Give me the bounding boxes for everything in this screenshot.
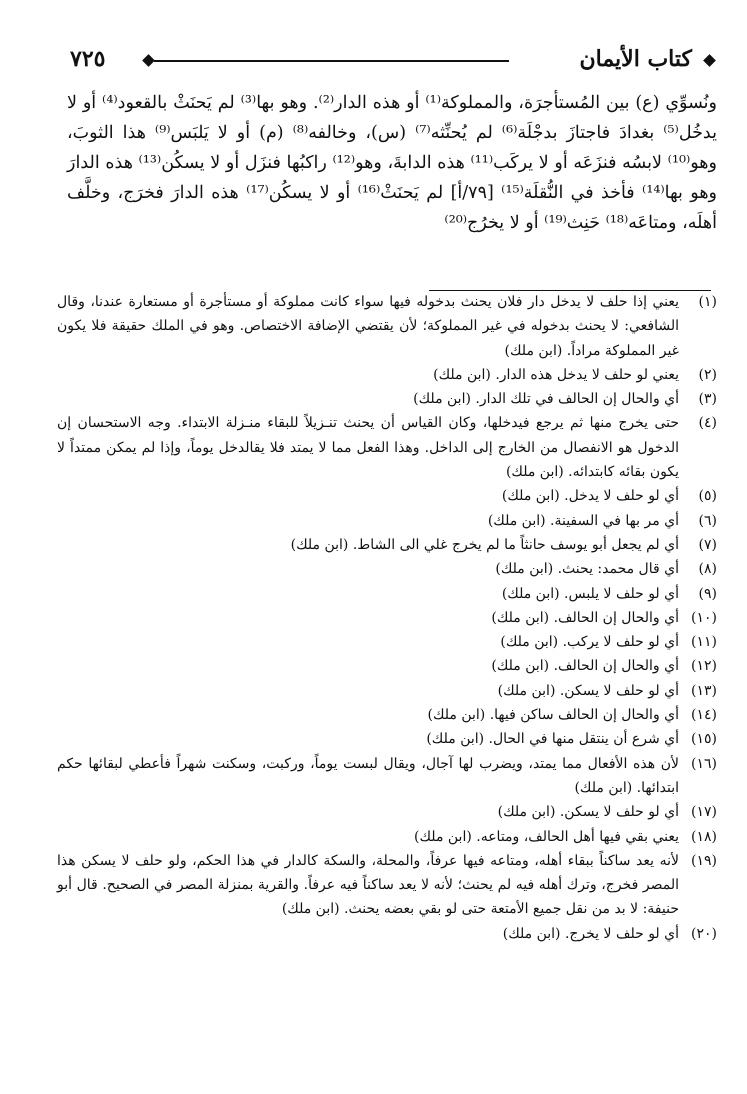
footnote — [57, 630, 717, 654]
footnote — [57, 727, 717, 751]
footnote-source: (ابن ملك) — [502, 925, 561, 942]
footnote — [57, 509, 717, 533]
footnote — [57, 582, 717, 606]
footnote-source: (ابن ملك) — [491, 658, 550, 675]
footnote-text: أي والحال إن الحالف. — [553, 658, 679, 675]
footnote — [57, 825, 717, 849]
main-paragraph: ونُسوِّي (ع) بين المُستأجرَة، والمملوكة⁽¹⁾ أو هذه الدار⁽²⁾. وهو بها⁽³⁾ لم يَحنَثْ بالقعود⁽⁴⁾ أو لا يدخُل⁽⁵⁾ بغدادَ فاجتازَ بدجْلَة⁽⁶⁾ لم يُحنِّثه⁽⁷⁾ (س)، وخالفه⁽⁸⁾ (م) أو لا يَلبَس⁽⁹⁾ هذا الثوبَ، وهو⁽¹⁰⁾ لابسُه فنزَعَه أو لا يركَب⁽¹¹⁾ هذه الدابةَ، وهو⁽¹²⁾ راكبُها فنزَل أو لا يسكُن⁽¹³⁾ هذه الدارَ وهو بها⁽¹⁴⁾ فأخذ في النُّقلَة⁽¹⁵⁾ [٧٩/أ] لم يَحنَثْ⁽¹⁶⁾ أو لا يسكُن⁽¹⁷⁾ هذه الدارَ فخرَج، وخلَّف أهلَه، ومتاعَه⁽¹⁸⁾ حَنِث⁽¹⁹⁾ أو لا يخرُج⁽²⁰⁾ — [67, 93, 718, 233]
footnote-text: أي لو حلف لا يلبس. — [564, 585, 679, 602]
footnote-number: (٤) — [698, 415, 717, 432]
footnote-number: (٥) — [698, 488, 717, 505]
footnote-text: أي قال محمد: يحنث. — [557, 561, 679, 578]
footnote-text: لأنه يعد ساكناً ببقاء أهله، ومتاعه فيها عرفاً، والمحلة، والسكة كالدار في هذا الحكم، ولو حلف لا يسكن هذا المصر فخرج، وترك أهله فيه لم يحنث؛ لأنه لا يعد ساكناً فيه عرفاً. والقرية بمنزلة المصر في الصحيح. قال أبو حنيفة: لا بد من نقل جميع الأمتعة حتى لو بقي بعضه يحنث. — [57, 852, 679, 918]
footnote — [57, 387, 717, 411]
footnote-source: (ابن ملك) — [414, 828, 472, 845]
footnote — [57, 849, 717, 922]
footnotes-list — [57, 290, 717, 946]
main-text-block — [67, 88, 717, 238]
footnote-text: أي لو حلف لا يسكن. — [559, 804, 679, 821]
footnote-source: (ابن ملك) — [487, 512, 546, 529]
footnote-number: (١٦) — [691, 755, 717, 772]
footnote-text: أي والحال إن الحالف. — [553, 609, 679, 626]
footnote — [57, 557, 717, 581]
footnote-number: (٢٠) — [691, 925, 717, 942]
footnote-text: أي مر بها في السفينة. — [550, 512, 679, 529]
footnote — [57, 922, 717, 946]
footnote-source: (ابن ملك) — [497, 682, 556, 699]
footnote — [57, 533, 717, 557]
footnote-text: أي لم يجعل أبو يوسف حانثاً ما لم يخرج غلي الى الشاط. — [352, 536, 679, 553]
footnote-source: (ابن ملك) — [500, 634, 559, 651]
page-number: ٧٢٥ — [70, 46, 106, 72]
footnote — [57, 484, 717, 508]
footnote — [57, 363, 717, 387]
footnote-text: يعني إذا حلف لا يدخل دار فلان يحنث بدخوله فيها سواء كانت مملوكة أو مستأجرة أو مستعارة عندنا، وقال الشافعي: لا يحنث بدخوله في غير المملوكة؛ لأن يقتضي الإضافة الاختصاص. وهو في الملك حقيقة فلا يكون غير المملوكة مراداً. — [57, 294, 679, 359]
footnote-source: (ابن ملك) — [491, 609, 550, 626]
footnote-number: (١٤) — [691, 707, 717, 724]
footnote-text: أي والحال إن الحالف ساكن فيها. — [489, 707, 679, 724]
footnote-number: (١٢) — [691, 658, 717, 675]
footnote-number: (١٨) — [691, 828, 717, 845]
footnote — [57, 752, 717, 801]
footnote — [57, 411, 717, 484]
footnote-source: (ابن ملك) — [501, 488, 560, 505]
footnote-number: (١٣) — [691, 682, 717, 699]
footnote-number: (٩) — [698, 585, 717, 602]
footnote — [57, 703, 717, 727]
footnote-source: (ابن ملك) — [495, 561, 554, 578]
footnote-number: (١٠) — [691, 609, 717, 626]
footnote-source: (ابن ملك) — [504, 342, 563, 359]
footnote-source: (ابن ملك) — [281, 901, 340, 918]
footnote-text: أي لو حلف لا يدخل. — [564, 488, 679, 505]
footnote-text: أي شرع أن ينتقل منها في الحال. — [488, 731, 679, 748]
footnote — [57, 679, 717, 703]
footnote — [57, 800, 717, 824]
footnote-text: أي لو حلف لا يركب. — [562, 634, 679, 651]
footnote-source: (ابن ملك) — [574, 779, 633, 796]
footnote-source: (ابن ملك) — [413, 391, 471, 408]
header-rule — [154, 60, 509, 62]
page-header — [62, 42, 714, 78]
footnote-text: يعني لو حلف لا يدخل هذه الدار. — [495, 366, 679, 383]
footnote — [57, 290, 717, 363]
footnote-number: (٣) — [698, 391, 717, 408]
footnote-text: أي لو حلف لا يخرج. — [564, 925, 679, 942]
footnote-number: (٧) — [698, 536, 717, 553]
footnote-number: (١٥) — [691, 731, 717, 748]
footnote-number: (٦) — [698, 512, 717, 529]
footnote-number: (٨) — [698, 561, 717, 578]
diamond-ornament-icon — [703, 54, 716, 67]
footnote-number: (١١) — [691, 634, 717, 651]
footnote-source: (ابن ملك) — [505, 464, 564, 481]
footnote-text: لأن هذه الأفعال مما يمتد، ويضرب لها آجال، ويقال لبست يوماً، وركبت، وسكنت شهراً فأعطي لبقائها حكم ابتدائها. — [57, 755, 679, 796]
footnote-number: (١٩) — [691, 852, 717, 869]
footnote-number: (١) — [698, 294, 717, 310]
footnote-number: (٢) — [698, 366, 717, 383]
footnote-source: (ابن ملك) — [427, 707, 486, 724]
footnote-source: (ابن ملك) — [290, 536, 349, 553]
footnote-source: (ابن ملك) — [497, 804, 556, 821]
footnote-number: (١٧) — [691, 804, 717, 821]
footnote-text: أي والحال إن الحالف في تلك الدار. — [475, 391, 679, 408]
footnote-text: حتى يخرج منها ثم يرجع فيدخلها، وكان القياس أن يحنث تنـزيلاً للبقاء منـزلة الابتداء. وجه الاستحسان إن الدخول هو الانفصال من الخارج إلى الداخل. وهذا الفعل مما لا يمتد فلا يقالدخل يوماً، وإذا لم يمكن ممتداً لا يكون بقائه كابتدائه. — [57, 415, 679, 481]
footnote-source: (ابن ملك) — [426, 731, 485, 748]
footnote — [57, 606, 717, 630]
chapter-title: كتاب الأيمان — [579, 46, 692, 72]
footnote-source: (ابن ملك) — [501, 585, 560, 602]
footnote-text: يعني بقي فيها أهل الحالف، ومتاعه. — [476, 828, 679, 845]
footnote-text: أي لو حلف لا يسكن. — [559, 682, 679, 699]
diamond-ornament-icon — [142, 54, 155, 67]
footnote — [57, 654, 717, 678]
footnote-source: (ابن ملك) — [433, 366, 491, 383]
